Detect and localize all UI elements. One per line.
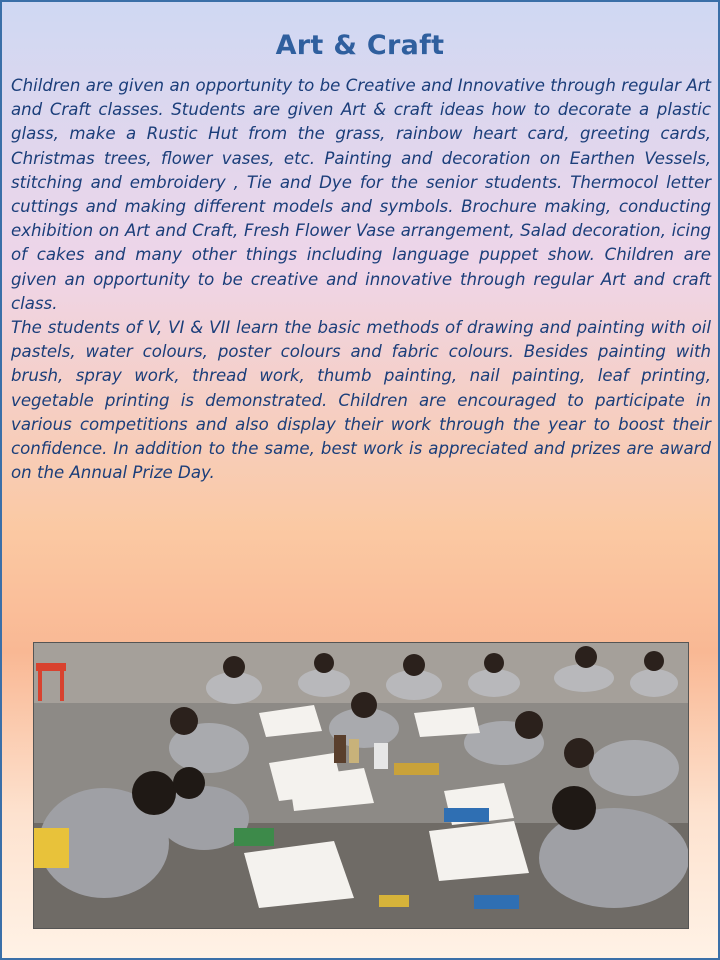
art-class-photo	[33, 642, 689, 929]
page-title: Art & Craft	[275, 30, 445, 61]
body-text	[11, 74, 711, 485]
paragraph-2: The students of V, VI & VII learn the basic methods of drawing and painting with oil pastels, water colours, poster colours and fabric colours. Besides painting with brush, spray work, thread work, thumb painting, nail painting, leaf printing, vegetable printing is demonstrated. Children are encouraged to participate in various competitions and also display their work through the year to boost their confidence. In addition to the same, best work is appreciated and prizes are award on the Annual Prize Day.	[11, 318, 711, 483]
art-class-photo-illustration	[34, 643, 688, 928]
paragraph-1: Children are given an opportunity to be Creative and Innovative through regular Art and Craft classes. Students are given Art & craft ideas how to decorate a plastic glass, make a Rustic Hut from the grass, rainbow heart card, greeting cards, Christmas trees, flower vases, etc. Painting and decoration on Earthen Vessels, stitching and embroidery , Tie and Dye for the senior students. Thermocol letter cuttings and making different models and symbols. Brochure making, conducting exhibition on Art and Craft, Fresh Flower Vase arrangement, Salad decoration, icing of cakes and many other things including language puppet show. Children are given an opportunity to be creative and innovative through regular Art and craft class.	[11, 76, 711, 313]
